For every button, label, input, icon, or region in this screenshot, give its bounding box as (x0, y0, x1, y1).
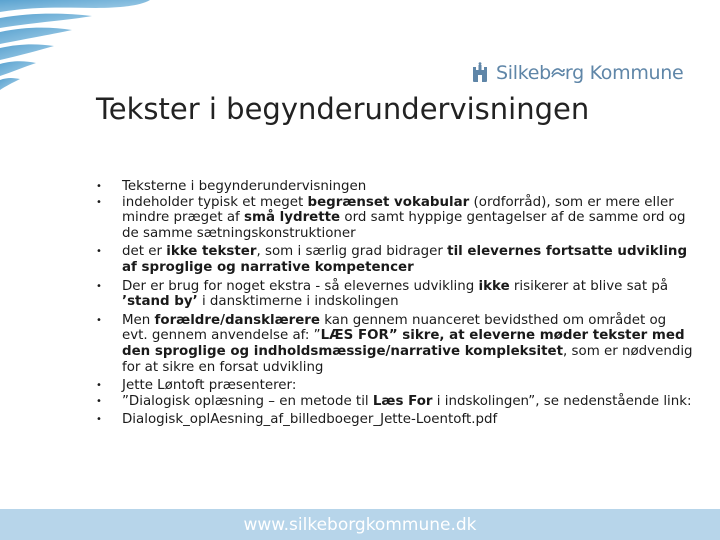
bullet-item (96, 195, 696, 242)
footer-url[interactable]: www.silkeborgkommune.dk (243, 515, 477, 535)
text-segment: (ordforråd), som er mere eller mindre præget af (122, 194, 674, 226)
bold-text: til elevernes fortsatte udvikling af sproglige og narrative kompetencer (122, 244, 688, 275)
text-segment: indeholder typisk et meget (122, 194, 308, 210)
bold-text: ikke tekster (166, 244, 257, 260)
text-segment: i dansktimerne i indskolingen (197, 294, 399, 310)
bullet-item (96, 279, 696, 310)
text-segment: det er (122, 244, 167, 260)
bullet-item (96, 244, 696, 275)
text-segment: ord samt hyppige gentagelser af de samme ord og de samme sætningskonstruktioner (122, 210, 686, 241)
slide-title: Tekster i begynderundervisningen (96, 92, 590, 126)
text-segment: , som er nødvendig for at sikre en forsat udvikling (122, 343, 693, 375)
bold-text: små lydrette (244, 210, 341, 226)
text-segment: ”Dialogisk oplæsning – en metode til (122, 393, 373, 409)
bold-text: forældre/dansklærere (154, 312, 320, 328)
logo-wordmark (496, 62, 683, 84)
bold-text: ’stand by’ (122, 294, 198, 310)
wave-decoration (0, 0, 160, 100)
text-segment: kan gennem nuanceret bevidsthed om området og evt. gennem anvendelse af: ” (122, 312, 667, 344)
text-segment: , som i særlig grad bidrager (256, 244, 448, 260)
bullet-item (96, 179, 696, 195)
bullet-item (96, 378, 696, 394)
text-segment: i indskolingen”, se nedenstående link: (432, 393, 692, 409)
bullet-item (96, 394, 696, 410)
bullet-item (96, 313, 696, 375)
text-segment: Dialogisk_oplAesning_af_billedboeger_Jette-Loentoft.pdf (122, 412, 498, 428)
bullet-item-link[interactable] (96, 412, 696, 428)
bold-text: Læs For (372, 393, 433, 409)
text-segment: Men (122, 312, 155, 328)
wave-shapes (0, 0, 150, 90)
wave-icon (551, 67, 565, 80)
silkeborg-logo (470, 62, 683, 84)
text-segment: Teksterne i begynderundervisningen (122, 179, 367, 194)
bold-text: begrænset vokabular (307, 194, 470, 210)
bold-text: ikke (478, 278, 510, 294)
text-segment: Der er brug for noget ekstra - så elevernes udvikling (122, 278, 479, 294)
bold-text: LÆS FOR” sikre, at eleverne møder tekster med den sproglige og indholdsmæssige/narrative kompleksitet (122, 328, 685, 359)
footer-bar (0, 509, 720, 540)
logo-text-part-2: rg Kommune (564, 62, 684, 84)
logo-text-part-1: Silkeb (496, 62, 551, 84)
bullet-list (96, 179, 696, 428)
crest-icon (470, 62, 490, 84)
text-segment: Jette Løntoft præsenterer: (122, 378, 297, 394)
text-segment: risikerer at blive sat på (509, 278, 669, 294)
